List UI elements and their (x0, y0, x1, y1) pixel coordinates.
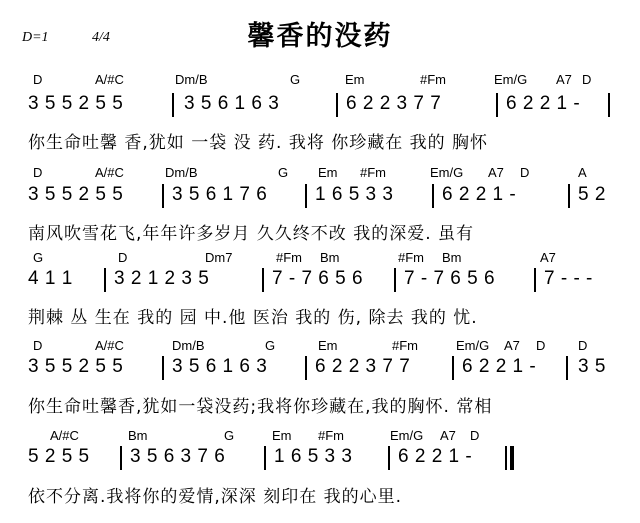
bar-line (305, 184, 307, 208)
measure-notes: 3 5 5 2 5 5 (28, 184, 124, 205)
lyric-line: 荆棘 丛 生在 我的 园 中.他 医治 我的 伤, 除去 我的 忧. (28, 308, 478, 328)
bar-line (394, 268, 396, 292)
chord: Em/G (430, 165, 464, 180)
chord: Em (272, 428, 292, 443)
measure-notes: 6 2 2 1 - (398, 446, 473, 467)
bar-line (264, 446, 266, 470)
lyric-line: 你生命吐馨香,犹如一袋没药;我将你珍藏在,我的胸怀. 常相 (28, 397, 493, 417)
bar-line (566, 356, 568, 380)
lyric-line: 你生命吐馨 香,犹如 一袋 没 药. 我将 你珍藏在 我的 胸怀 (28, 133, 489, 153)
chord: D (520, 165, 530, 180)
chord: Dm/B (172, 338, 205, 353)
measure-notes: 3 2 1 2 3 5 (114, 268, 210, 289)
bar-line (104, 268, 106, 292)
chord: D (33, 72, 43, 87)
measure-notes: 7 - 7 6 5 6 (272, 268, 364, 289)
bar-line (162, 184, 164, 208)
chord: G (278, 165, 289, 180)
chord: #Fm (420, 72, 446, 87)
chord: Dm7 (205, 250, 233, 265)
chord: D (118, 250, 128, 265)
measure-notes: 1 6 5 3 3 (274, 446, 353, 467)
chord: #Fm (392, 338, 418, 353)
key-signature: D=1 (22, 30, 49, 45)
bar-line (568, 184, 570, 208)
chord: A/#C (95, 72, 124, 87)
song-title: 馨香的没药 (247, 21, 393, 52)
chord: G (33, 250, 44, 265)
chord: Em/G (390, 428, 424, 443)
chord: Em (318, 338, 338, 353)
measure-notes: 4 1 1 (28, 268, 73, 289)
chord: G (265, 338, 276, 353)
chord: A7 (440, 428, 456, 443)
chord: A7 (504, 338, 520, 353)
bar-line (120, 446, 122, 470)
chord: #Fm (398, 250, 424, 265)
final-bar-line (505, 446, 507, 470)
bar-line (452, 356, 454, 380)
chord: D (578, 338, 588, 353)
final-bar-line-thick (510, 446, 514, 470)
chord: D (33, 338, 43, 353)
chord: G (290, 72, 301, 87)
chord: A/#C (95, 165, 124, 180)
bar-line (432, 184, 434, 208)
measure-notes: 6 2 2 1 - (506, 93, 581, 114)
chord: D (582, 72, 592, 87)
bar-line (336, 93, 338, 117)
lyric-line: 南风吹雪花飞,年年许多岁月 久久终不改 我的深爱. 虽有 (28, 224, 475, 244)
chord: A/#C (95, 338, 124, 353)
chord: Em/G (456, 338, 490, 353)
chord: D (33, 165, 43, 180)
chord: D (536, 338, 546, 353)
chord: D (470, 428, 480, 443)
chord: A7 (540, 250, 556, 265)
measure-notes: 6 2 2 1 - (462, 356, 537, 377)
time-signature: 4/4 (92, 30, 110, 45)
chord: #Fm (276, 250, 302, 265)
measure-notes: 3 5 5 2 5 5 (28, 93, 124, 114)
measure-notes: 7 - 7 6 5 6 (404, 268, 496, 289)
chord: Em (318, 165, 338, 180)
bar-line (496, 93, 498, 117)
chord: A (578, 165, 587, 180)
measure-notes: 3 5 (578, 356, 606, 377)
measure-notes: 7 - - - (544, 268, 593, 289)
chord: Dm/B (165, 165, 198, 180)
measure-notes: 3 5 6 1 6 3 (184, 93, 280, 114)
bar-line (534, 268, 536, 292)
measure-notes: 6 2 2 1 - (442, 184, 517, 205)
chord: Dm/B (175, 72, 208, 87)
measure-notes: 6 2 2 3 7 7 (346, 93, 442, 114)
chord: Bm (320, 250, 340, 265)
measure-notes: 5 2 5 5 (28, 446, 90, 467)
bar-line (162, 356, 164, 380)
measure-notes: 3 5 5 2 5 5 (28, 356, 124, 377)
chord: Bm (128, 428, 148, 443)
measure-notes: 5 2 (578, 184, 606, 205)
chord: A7 (488, 165, 504, 180)
chord: #Fm (360, 165, 386, 180)
measure-notes: 1 6 5 3 3 (315, 184, 394, 205)
measure-notes: 6 2 2 3 7 7 (315, 356, 411, 377)
bar-line (388, 446, 390, 470)
chord: A/#C (50, 428, 79, 443)
lyric-line: 依不分离.我将你的爱情,深深 刻印在 我的心里. (28, 487, 403, 507)
bar-line (172, 93, 174, 117)
bar-line (262, 268, 264, 292)
chord: G (224, 428, 235, 443)
bar-line (608, 93, 610, 117)
measure-notes: 3 5 6 1 6 3 (172, 356, 268, 377)
bar-line (305, 356, 307, 380)
chord: A7 (556, 72, 572, 87)
chord: Bm (442, 250, 462, 265)
measure-notes: 3 5 6 3 7 6 (130, 446, 226, 467)
chord: #Fm (318, 428, 344, 443)
chord: Em/G (494, 72, 528, 87)
measure-notes: 3 5 6 1 7 6 (172, 184, 268, 205)
chord: Em (345, 72, 365, 87)
